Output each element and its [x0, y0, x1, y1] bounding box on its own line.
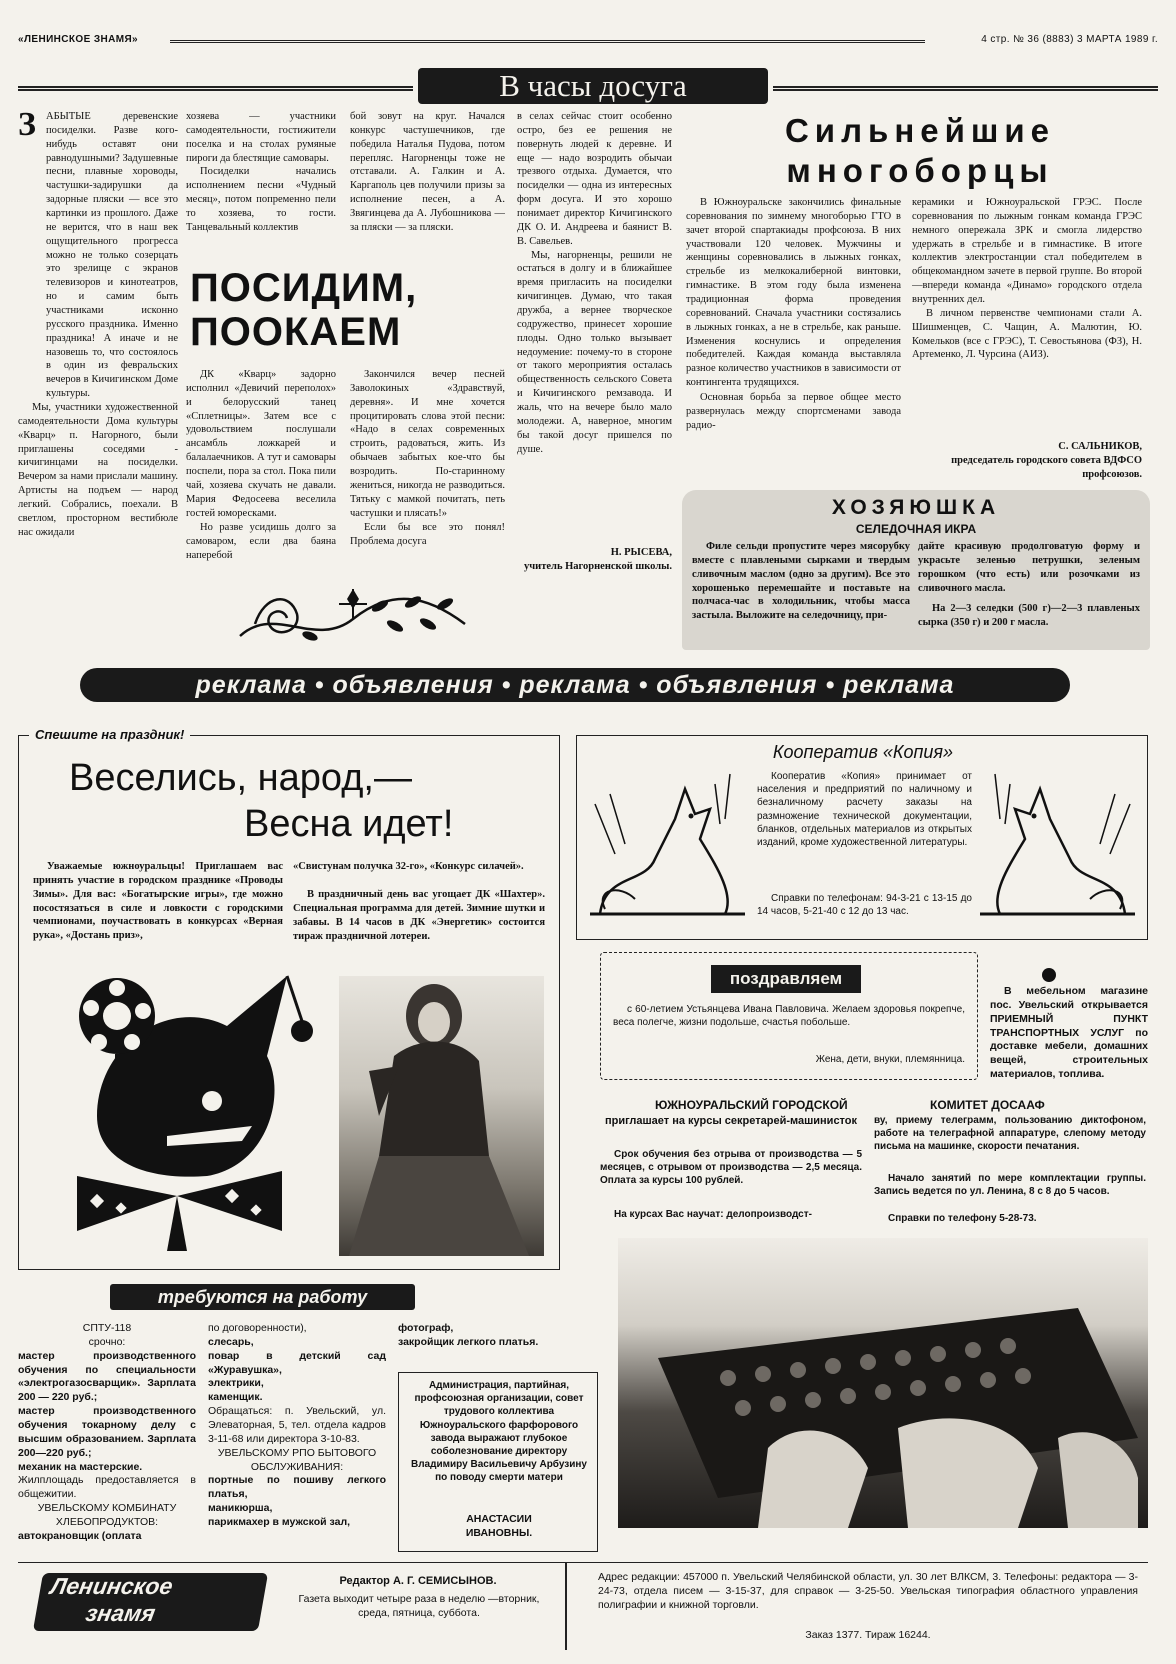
holiday-kicker: Спешите на праздник! — [29, 727, 190, 742]
footer-order: Заказ 1377. Тираж 16244. — [805, 1629, 931, 1641]
posidim-p4: Посиделки начались исполнением песни «Чудный месяц», потом попременно пели то хозяева, то гости. Танцевальный коллектив — [186, 166, 336, 233]
recipe-col-1: Филе сельди пропустите через мясорубку вместе с плавлеными сырками и твердым сливочным маслом (одно за другим). Все это хорошенько перемешайте и поставьте на полчаса-час в холодильник, чтобы масса застыла. Выложите на селедочницу, при- — [692, 541, 910, 622]
jobs-dorm: Жилплощадь предоставляется в общежитии. — [18, 1474, 196, 1501]
masthead-rule — [170, 40, 925, 43]
section-title: В часы досуга — [418, 68, 768, 104]
holiday-col-2: «Свистунам получка 32-го», «Конкурс силачей». — [293, 861, 524, 872]
masthead — [18, 34, 1158, 48]
sport-signature-name: С. САЛЬНИКОВ, — [1058, 441, 1142, 452]
holiday-title-2: Весна идет! — [244, 803, 454, 845]
jobs-item-1: мастер производственного обучения по специальности «электрогазосварщик». Зарплата 200 — 220 руб.; — [18, 1349, 196, 1404]
masthead-issue: 4 стр. № 36 (8883) 3 МАРТА 1989 г. — [981, 34, 1158, 45]
jobs-item-13: фотограф, — [398, 1322, 454, 1334]
sport-col-2 — [912, 196, 1142, 426]
jobs-sptu: СПТУ-118 — [82, 1322, 132, 1334]
holiday-col-2b: В праздничный день вас угощает ДК «Шахтер». Специальная программа для детей. Зимние шутки и забавы. В 14 часов в ДК «Энергетик» состоится тираж праздничной лотереи. — [293, 889, 545, 942]
jobs-item-10: портные по пошиву легкого платья, — [208, 1474, 386, 1501]
sport-headline-2: многоборцы — [786, 152, 1054, 189]
posidim-signature-role: учитель Нагорненской школы. — [524, 561, 672, 572]
jobs-item-8: электрики, — [208, 1377, 264, 1390]
posidim-col-4 — [517, 110, 672, 540]
recipe-subtitle: СЕЛЕДОЧНАЯ ИКРА — [855, 522, 977, 536]
posidim-p5: бой зовут на круг. Начался конкурс частушечников, где победила Наталья Пудова, потом перепляс. Нагорненцы тоже не отставали. А. Галкин и А. Каргаполь цев получили призы за исполнение песен, а А. Звягинцева да А. Лубошникова — за пляски — за пляски. — [350, 111, 505, 233]
dosaaf-col-1: Срок обучения без отрыва от производства — 5 месяцев, с отрывом от производства — 2,5 месяца. Оплата за курсы 100 рублей. — [600, 1149, 862, 1187]
jobs-item-11: маникюрша, — [208, 1502, 273, 1515]
typewriter-keyboard-icon — [618, 1238, 1148, 1528]
jobs-item-7: повар в детский сад «Журавушка», — [208, 1349, 386, 1376]
fox-right-icon — [975, 764, 1140, 929]
kopiya-ad — [576, 735, 1148, 940]
posidim-headline: ПОСИДИМ, ПООКАЕМ — [190, 266, 418, 354]
posidim-p6: ДК «Кварц» задорно исполнил «Девичий переполох» и белорусский танец «Сплетницы». Затем все с удовольствием послушали ансамбль ложкарей и балалаечников. А тут и самовары поспели, пора за стол. Пока пили чай, хозяева скучать не давали. Мария Федосеева веселила гостей юморесками. — [186, 369, 336, 519]
dosaaf-col-2b: Начало занятий по мере комплектации группы. Запись ведется по ул. Ленина, 8 с 8 до 5 часов. — [874, 1173, 1146, 1198]
recipe-title: ХОЗЯЮШКА — [831, 496, 1001, 519]
footer-address: Адрес редакции: 457000 п. Увельский Челябинской области, ул. 30 лет ВЛКСМ, 3. Телефоны: редактора — 3-24-73, отдела писем — 3-15-37, для справок — 3-25-50. Увельская типография областного управления полиграфии и книжной торговли. — [598, 1571, 1138, 1611]
footer-logo — [33, 1573, 268, 1631]
footer-schedule: Газета выходит четыре раза в неделю —вторник, среда, пятница, суббота. — [298, 1593, 540, 1619]
jester-icon — [37, 966, 327, 1251]
dropcap: З — [18, 106, 36, 143]
kopiya-phones: Справки по телефонам: 94-3-21 с 13-15 до 14 часов, 5-21-40 с 12 до 13 час. — [757, 893, 972, 918]
fox-left-icon — [585, 764, 750, 929]
floral-ornament-icon — [235, 584, 470, 654]
jobs-rpo: УВЕЛЬСКОМУ РПО БЫТОВОГО ОБСЛУЖИВАНИЯ: — [217, 1446, 377, 1473]
condolence-box — [398, 1372, 598, 1552]
furniture-ad: В мебельном магазине пос. Увельский открывается ПРИЕМНЫЙ ПУНКТ ТРАНСПОРТНЫХ УСЛУГ по доставке мебели, домашних вещей, строительных материалов, топлива. — [990, 985, 1148, 1081]
jobs-col-3 — [398, 1322, 598, 1362]
jobs-item-3: механик на мастерские. — [18, 1460, 143, 1473]
congrats-from: Жена, дети, внуки, племянница. — [815, 1054, 965, 1065]
dosaaf-col-1b: На курсах Вас научат: делопроизводст- — [614, 1209, 812, 1220]
posidim-p9: Если бы все это понял! Проблема досуга — [350, 522, 505, 548]
jobs-item-12: парикмахер в мужской зал, — [208, 1516, 351, 1529]
jobs-item-4: автокрановщик (оплата — [18, 1529, 142, 1542]
posidim-p7: Но разве усидишь долго за самоваром, если два баяна наперебой — [186, 522, 336, 562]
footer-logo-line-1: Ленинское — [48, 1573, 175, 1599]
holiday-ad — [18, 727, 560, 1270]
jobs-kombinat: УВЕЛЬСКОМУ КОМБИНАТУ ХЛЕБОПРОДУКТОВ: — [37, 1502, 177, 1529]
sport-col-1 — [686, 196, 901, 466]
dancer-figure-icon — [339, 976, 544, 1256]
condolence-text: Администрация, партийная, профсоюзная организации, совет трудового коллектива Южноуральского фарфорового завода выражают глубокое соболезнование директору Владимиру Васильевичу Арбузину по поводу смерти матери — [410, 1380, 587, 1484]
recipe-col-2b: На 2—3 селедки (500 г)—2—3 плавленых сырка (350 г) и 200 г масла. — [918, 603, 1140, 628]
holiday-col-1: Уважаемые южноуральцы! Приглашаем вас принять участие в городском празднике «Проводы Зимы». Для вас: «Богатырские игры», где можно посостязаться в силе и ловкости с городскими чемпионами, поучаствовать в конкурсах «Верная рука», «Достань приз», — [33, 861, 283, 942]
sport-p3: керамики и Южноуральской ГРЭС. После соревнования по лыжным гонкам команда ГРЭС немного опережала ЗРК и смогла лидерство удержать в стрельбе и в гимнастике. В итоге коллектив электростанции стал победителем в общекомандном зачете в первой группе. Во второй—впереди команда «Динамо» городского отдела внутренних дел. — [912, 197, 1142, 306]
congrats-body: с 60-летием Устьянцева Ивана Павловича. Желаем здоровья покрепче, веса полегче, жизни подольше, счастья побольше. — [613, 1004, 965, 1029]
recipe-box — [682, 490, 1150, 650]
condolence-name-2: ИВАНОВНЫ. — [465, 1527, 533, 1539]
jobs-col-1 — [18, 1322, 196, 1547]
section-title-band — [18, 68, 1158, 104]
jobs-col-2 — [208, 1322, 386, 1547]
posidim-p10: в селах сейчас стоит особенно остро, без ее решения не повернуть людей к деревне. И еще — надо возродить обычаи трезвого отдыха. Думается, что посиделки — одна из интересных форм досуга. И это хорошо понимает директор Кичигинского ДК О. И. Андреева и баянист В. В. Савельев. — [517, 111, 672, 247]
posidim-signature-name: Н. РЫСЕВА, — [610, 547, 672, 558]
jobs-item-9: каменщик. — [208, 1391, 263, 1404]
dosaaf-col-2: ву, приему телеграмм, пользованию диктофоном, работе на телеграфной аппаратуре, слепому методу письма на машинке, скорости печатания. — [874, 1115, 1146, 1153]
posidim-p1: АБЫТЫЕ деревенские посиделки. Разве кого-нибудь оставят они равнодушными? Задушевные песни, плавные хороводы, частушки-задирушки да задорные пляски — все это картинки из прошлого. Даже не верится, что в наш век ощущительного прогресса можно не только созерцать это зрелище с экранов телевизоров и кинотеатров, но и самим быть участниками исконно русского праздника. Именно праздника! А иначе и не назовешь то, что состоялось в один из февральских вечеров в Кичигинском Доме культуры. — [46, 111, 178, 400]
posidim-p8: Закончился вечер песней Заволокиных «Здравствуй, деревня». И мне хочется процитировать слова этой песни: «Надо в селах современных строить, радоваться, жить. Из обычаев забытых кое-что бы возродить. По-старинному жениться, никогда не разводиться. Тятьку с мамкой почитать, петь частушки и плясать!» — [350, 369, 505, 519]
footer-editor: Редактор А. Г. СЕМИСЫНОВ. — [339, 1575, 497, 1587]
holiday-title-1: Веселись, народ,— — [69, 757, 412, 799]
dosaaf-header-2: КОМИТЕТ ДОСААФ — [930, 1098, 1045, 1112]
bullet-icon — [1042, 968, 1056, 982]
sport-p4: В личном первенстве чемпионами стали А. Шишменцев, С. Чащин, А. Малютин, Ю. Комельков (все с ГРЭС), Т. Севостьянова (ФЗ), Н. Артеменко, Л. Чурсина (АИЗ). — [912, 307, 1142, 361]
jobs-title: требуются на работу — [110, 1284, 415, 1310]
congrats-title: поздравляем — [711, 965, 861, 993]
condolence-name-1: АНАСТАСИИ — [466, 1513, 532, 1525]
posidim-p2: Мы, участники художественной самодеятельности Дома культуры «Кварц» п. Нагорного, были приглашены соседями - кичигинцами на посиделки. Вечером за нами прислали машину. Артисты на подъем — народ легкий. Собрались, поехали. В светлом, просторном вестибюле нас ожидали — [18, 402, 178, 538]
dosaaf-lead: приглашает на курсы секретарей-машинисток — [604, 1115, 858, 1127]
posidim-col-3b — [350, 368, 505, 600]
kopiya-title: Кооператив «Копия» — [772, 742, 954, 762]
footer-divider — [565, 1562, 567, 1650]
posidim-col-3a — [350, 110, 505, 258]
sport-p1: В Южноуральске закончились финальные соревнования по зимнему многоборью ГТО в зачет второй спартакиады профсоюза. В них участвовали 120 человек. Мужчины и женщины соревновались в лыжных гонках, стрельбе из мелкокалиберной винтовки, гимнастике. В этом году была изменена традиционная форма проведения соревнований. Сначала участники состязались в лыжных гонках, а не в стрельбе, как раньше. Изменения коснулись и определения победителей. Каждая команда выставляла разное количество участников в зависимости от контингента трудящихся. — [686, 197, 901, 389]
sport-headline-1: Сильнейшие — [784, 112, 1056, 149]
dosaaf-col-2c: Справки по телефону 5-28-73. — [888, 1213, 1037, 1224]
posidim-p11: Мы, нагорненцы, решили не остаться в долгу и в ближайшее время пригласить на посиделки кичигинцев. Думаю, что такая дружба, а вернее творческое содружество, принесет хорошие плоды. Одно только вызывает недоумение: почему-то в стороне от такого мероприятия осталась общественность сельского Совета и Кичигинского ремзавода. И жаль, что на вечере было мало молодежи. А, наверное, многим бы такой досуг пришелся по душе. — [517, 249, 672, 455]
footer — [18, 1562, 1148, 1650]
masthead-paper: «ЛЕНИНСКОЕ ЗНАМЯ» — [18, 34, 139, 45]
dosaaf-header-1: ЮЖНОУРАЛЬСКИЙ ГОРОДСКОЙ — [655, 1098, 848, 1112]
footer-logo-line-2: знамя — [83, 1600, 158, 1626]
jobs-item-2: мастер производственного обучения токарному делу с высшим образованием. Зарплата 200—220 руб.; — [18, 1405, 196, 1459]
posidim-p3: хозяева — участники самодеятельности, гостижители поселка и на столах румяные пироги да блестящие самовары. — [186, 111, 336, 164]
jobs-item-5: по договоренности), — [208, 1322, 307, 1334]
posidim-col-2a — [186, 110, 336, 258]
sport-p2: Основная борьба за первое общее место развернулась между спортсменами завода радио- — [686, 392, 901, 431]
typewriter-photo — [618, 1238, 1148, 1528]
dancer-photo — [339, 976, 544, 1256]
posidim-col-1 — [18, 106, 178, 600]
kopiya-body: Кооператив «Копия» принимает от населения и предприятий по наличному и безналичному расчету заказы на размножение технической документации, бланков, отдельных материалов из открытых изданий, кроме художественной литературы. — [757, 771, 972, 848]
jobs-item-14: закройщик легкого платья. — [398, 1335, 539, 1348]
jobs-item-6: слесарь, — [208, 1335, 254, 1348]
sport-signature-role: председатель городского совета ВДФСО профсоюзов. — [951, 455, 1142, 480]
jobs-contact: Обращаться: п. Увельский, ул. Элеваторная, 5, тел. отдела кадров 3-11-68 или директора 3-10-83. — [208, 1405, 386, 1445]
ads-banner: реклама • объявления • реклама • объявления • реклама — [80, 668, 1070, 702]
jobs-urgent: срочно: — [88, 1335, 126, 1348]
recipe-col-2: дайте красивую продолговатую форму и украсьте зеленью петрушки, зеленым горошком (что есть) или розочками из сливочного масла. — [918, 541, 1140, 594]
posidim-col-2b — [186, 368, 336, 600]
congrats-box — [600, 952, 978, 1080]
